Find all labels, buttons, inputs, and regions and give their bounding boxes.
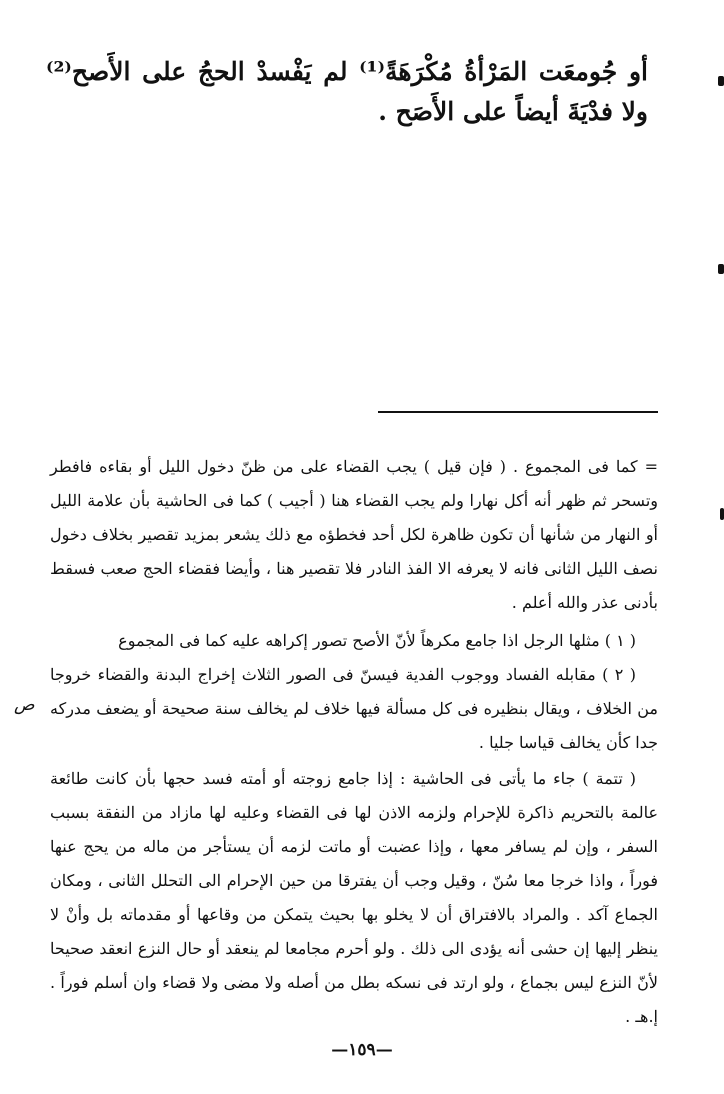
main-body-text: [46, 52, 648, 132]
scan-edge-mark: [718, 264, 724, 274]
scan-edge-mark: [718, 76, 724, 86]
footnote-supplement: [50, 762, 658, 1034]
main-paragraph: أو جُومعَت المَرْأةُ مُكْرَهَةً⁽¹⁾ لم يَفْسدْ الحجُ على الأَصح⁽²⁾ ولا فدْيَةَ أيضاً على الأَصَح .: [46, 57, 648, 126]
footnote-list: [50, 624, 658, 760]
supplement-text: ( تتمة ) جاء ما يأتى فى الحاشية : إذا جامع زوجته أو أمته فسد حجها بأن كانت طائعة عالمة بالتحريم ذاكرة للإحرام ولزمه الاذن لها فى القضاء وعليه لها مازاد من النفقة بسبب السفر ، وإن لم يسافر معها ، وإذا عضبت أو ماتت لزمه أن يستأجر من ماله من يحج عنها فوراً ، واذا خرجا معا سُنّ ، وقيل وجب أن يفترقا من حين الإحرام الى التحلل الثانى ، ومكان الجماع آكد . والمراد بالافتراق أن لا يخلو بها بحيث يتمكن من وقاعها أو مقدماته بل وأنْ لا ينظر إليها إن حشى أنه يؤدى الى ذلك . ولو أحرم مجامعا لم ينعقد أو حال النزع انعقد صحيحا لأنّ النزع ليس بجماع ، ولو ارتد فى نسكه بطل من أصله ولا مضى ولا قضاء وان أسلم فوراً . إ.هـ .: [50, 769, 659, 1026]
scan-edge-mark: [720, 508, 724, 520]
footnote-1: ( ١ ) مثلها الرجل اذا جامع مكرهاً لأنّ الأصح تصور إكراهه عليه كما فى المجموع: [118, 631, 636, 650]
footnote-continuation: [50, 450, 658, 620]
handwritten-margin-note: ص: [14, 695, 35, 715]
footnote-continuation-text: = كما فى المجموع . ( فإن قيل ) يجب القضاء على من ظنّ دخول الليل أو بقاءه فافطر وتسحر ثم ظهر أنه أكل نهارا ولم يجب القضاء هنا ( أجيب ) كما فى الحاشية بأن علامة الليل أو النهار من شأنها أن تكون ظاهرة لكل أحد فخطؤه مع ذلك يشعر بمزيد تقصير بخلاف دخول نصف الليل الثانى فانه لا يعرفه الا الفذ النادر فلا تقصير هنا ، وأيضا فقضاء الحج صعب فسقط بأدنى عذر والله أعلم .: [50, 457, 658, 612]
footnote-2: ( ٢ ) مقابله الفساد ووجوب الفدية فيسنّ فى الصور الثلاث إخراج البدنة والقضاء خروجا من الخلاف ، ويقال بنظيره فى كل مسألة فيها خلاف لم يخالف سنة صحيحة أو يضعف مدركه جدا كأن يخالف قياسا جليا .: [50, 665, 658, 752]
page-number: —١٥٩—: [331, 1040, 393, 1060]
footnote-divider: [378, 411, 658, 413]
